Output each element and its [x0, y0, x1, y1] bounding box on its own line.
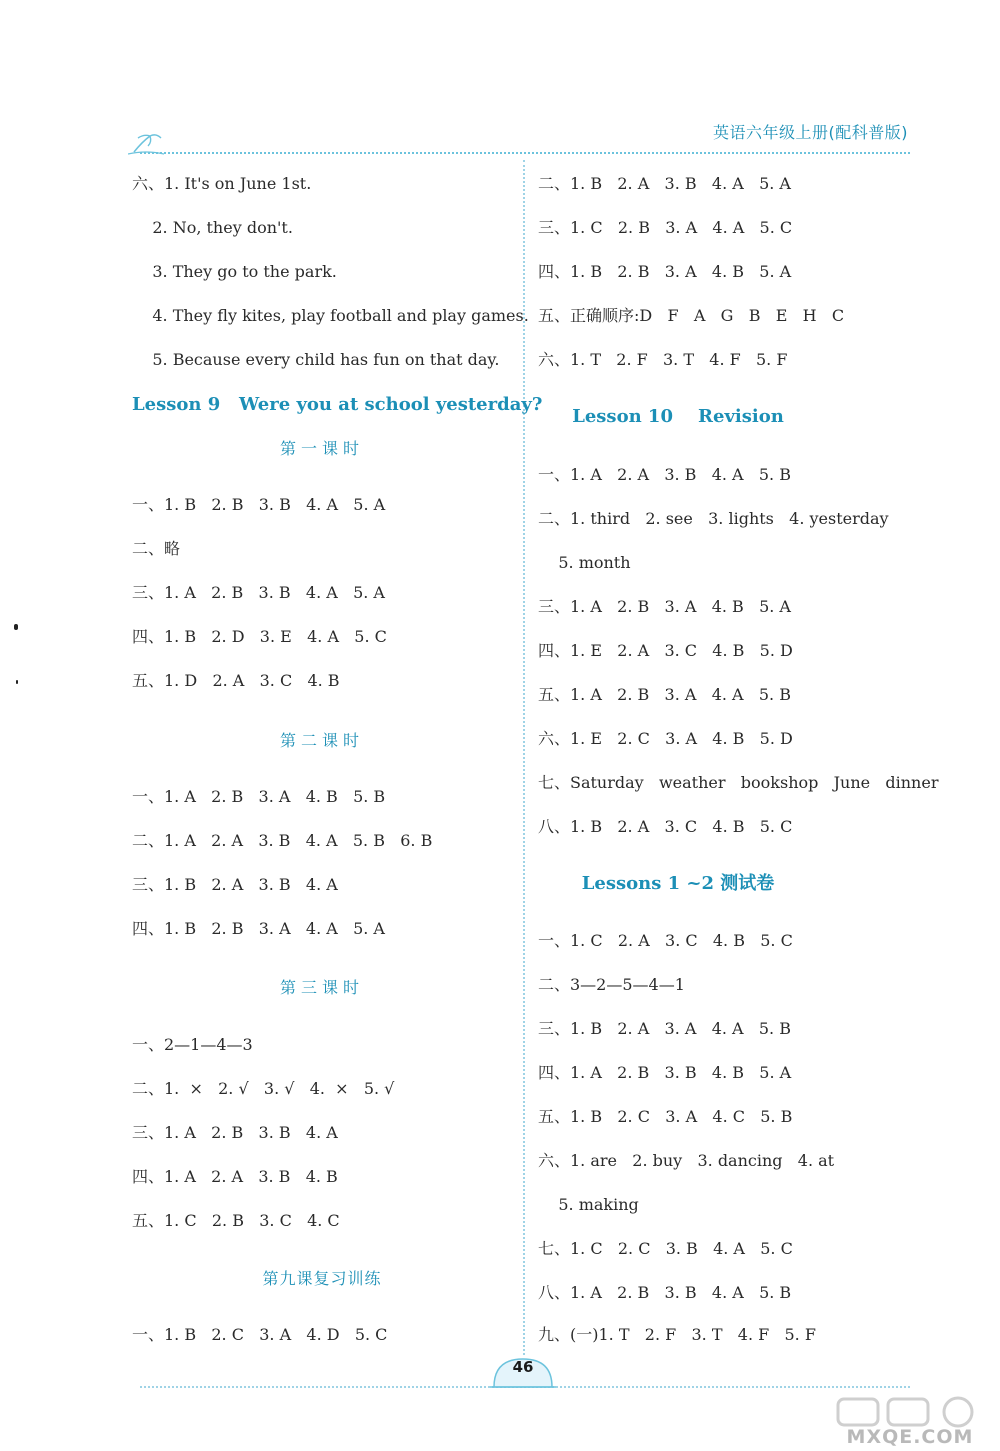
- answer-line: 六、1. are 2. buy 3. dancing 4. at: [538, 1151, 835, 1170]
- answer-line: 5. month: [538, 553, 631, 572]
- margin-mark: [16, 680, 18, 684]
- answer-line: 五、1. C 2. B 3. C 4. C: [132, 1211, 340, 1230]
- period1-heading: 第一课时: [279, 439, 364, 458]
- answer-line: 九、(一)1. T 2. F 3. T 4. F 5. F: [538, 1325, 816, 1344]
- answer-line: 七、Saturday weather bookshop June dinner: [538, 773, 939, 792]
- book-title: 英语六年级上册(配科普版): [713, 123, 908, 142]
- answer-line: 三、1. A 2. B 3. B 4. A: [132, 1123, 338, 1142]
- lesson10-heading: Lesson 10 Revision: [572, 406, 784, 427]
- period2-heading: 第二课时: [279, 731, 364, 750]
- answer-line: 一、2—1—4—3: [132, 1035, 253, 1054]
- answer-line: 2. No, they don't.: [132, 218, 293, 237]
- column-divider: [523, 160, 525, 1355]
- header-divider: [140, 152, 910, 154]
- answer-line: 一、1. A 2. B 3. A 4. B 5. B: [132, 787, 386, 806]
- answer-line: 四、1. E 2. A 3. C 4. B 5. D: [538, 641, 793, 660]
- answer-line: 四、1. B 2. B 3. A 4. A 5. A: [132, 919, 385, 938]
- review-heading: 第九课复习训练: [262, 1269, 382, 1288]
- answer-line: 一、1. C 2. A 3. C 4. B 5. C: [538, 931, 793, 950]
- answer-line: 八、1. B 2. A 3. C 4. B 5. C: [538, 817, 793, 836]
- answer-line: 二、1. third 2. see 3. lights 4. yesterday: [538, 509, 889, 528]
- answer-line: 4. They fly kites, play football and play games.: [132, 306, 529, 325]
- lesson9-heading: Lesson 9 Were you at school yesterday?: [132, 394, 543, 415]
- test-heading: Lessons 1 ~2 测试卷: [581, 873, 775, 894]
- answer-line: 三、1. B 2. A 3. A 4. A 5. B: [538, 1019, 791, 1038]
- page-number: 46: [512, 1358, 534, 1376]
- answer-line: 5. making: [538, 1195, 639, 1214]
- answer-line: 三、1. A 2. B 3. A 4. B 5. A: [538, 597, 791, 616]
- answer-line: 六、1. T 2. F 3. T 4. F 5. F: [538, 350, 788, 369]
- answer-line: 七、1. C 2. C 3. B 4. A 5. C: [538, 1239, 793, 1258]
- answer-line: 六、1. E 2. C 3. A 4. B 5. D: [538, 729, 793, 748]
- answer-line: 四、1. B 2. D 3. E 4. A 5. C: [132, 627, 387, 646]
- answer-line: 一、1. B 2. B 3. B 4. A 5. A: [132, 495, 386, 514]
- period3-heading: 第三课时: [279, 978, 364, 997]
- watermark-text: MXQE.COM: [846, 1426, 974, 1448]
- answer-line: 二、1. A 2. A 3. B 4. A 5. B 6. B: [132, 831, 433, 850]
- answer-line: 四、1. A 2. B 3. B 4. B 5. A: [538, 1063, 792, 1082]
- answer-line: 五、1. D 2. A 3. C 4. B: [132, 671, 340, 690]
- answer-line: 5. Because every child has fun on that day.: [132, 350, 500, 369]
- answer-line: 五、1. B 2. C 3. A 4. C 5. B: [538, 1107, 793, 1126]
- answer-line: 三、1. A 2. B 3. B 4. A 5. A: [132, 583, 385, 602]
- answer-line: 六、1. It's on June 1st.: [132, 174, 312, 193]
- answer-line: 四、1. A 2. A 3. B 4. B: [132, 1167, 338, 1186]
- answer-line: 三、1. B 2. A 3. B 4. A: [132, 875, 338, 894]
- answer-line: 三、1. C 2. B 3. A 4. A 5. C: [538, 218, 793, 237]
- answer-line: 八、1. A 2. B 3. B 4. A 5. B: [538, 1283, 792, 1302]
- answer-line: 五、1. A 2. B 3. A 4. A 5. B: [538, 685, 791, 704]
- answer-line: 二、1. × 2. √ 3. √ 4. × 5. √: [132, 1079, 395, 1098]
- answer-line: 3. They go to the park.: [132, 262, 337, 281]
- margin-mark: [14, 624, 18, 630]
- answer-line: 一、1. B 2. C 3. A 4. D 5. C: [132, 1325, 388, 1344]
- answer-line: 五、正确顺序:D F A G B E H C: [538, 306, 845, 325]
- answer-line: 一、1. A 2. A 3. B 4. A 5. B: [538, 465, 791, 484]
- answer-line: 二、略: [132, 539, 181, 558]
- answer-line: 二、3—2—5—4—1: [538, 975, 685, 994]
- answer-line: 四、1. B 2. B 3. A 4. B 5. A: [538, 262, 792, 281]
- answer-line: 二、1. B 2. A 3. B 4. A 5. A: [538, 174, 791, 193]
